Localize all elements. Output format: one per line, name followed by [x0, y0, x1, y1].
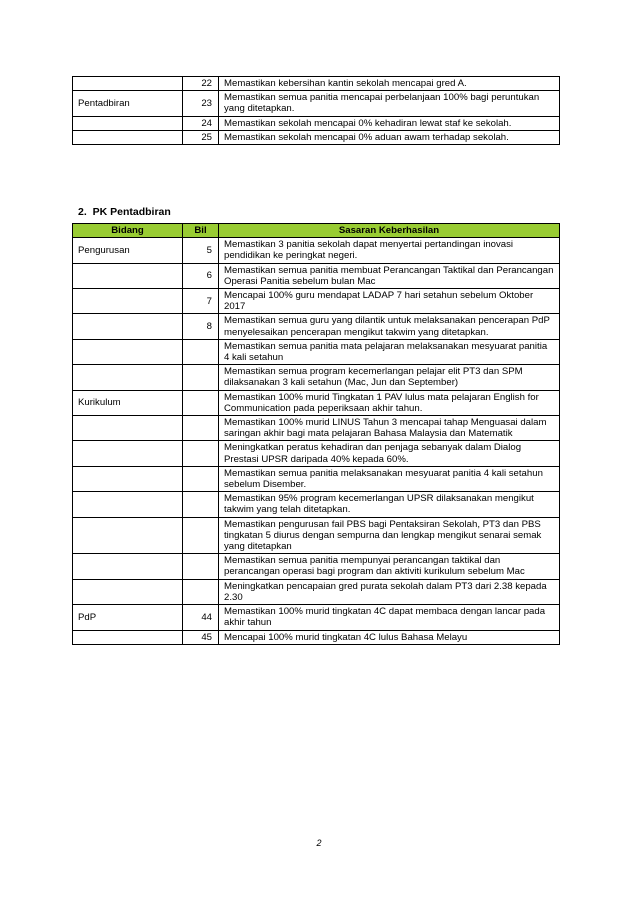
sasaran-cell: Memastikan pengurusan fail PBS bagi Pentaksiran Sekolah, PT3 dan PBS tingkatan 5 diurus dengan sempurna dan lengkap mengikut senarai semak yang ditetapkan	[219, 517, 560, 554]
bidang-cell: Pentadbiran	[73, 91, 183, 116]
bil-cell: 22	[183, 77, 219, 91]
bidang-cell	[73, 365, 183, 390]
sasaran-cell: Memastikan semua panitia melaksanakan mesyuarat panitia 4 kali setahun sebelum Disember.	[219, 466, 560, 491]
sasaran-cell: Meningkatkan pencapaian gred purata sekolah dalam PT3 dari 2.38 kepada 2.30	[219, 579, 560, 604]
bil-cell	[183, 416, 219, 441]
sasaran-cell: Mencapai 100% murid tingkatan 4C lulus Bahasa Melayu	[219, 630, 560, 644]
bil-cell	[183, 390, 219, 415]
bil-cell	[183, 339, 219, 364]
table-row	[73, 416, 560, 441]
table-row	[73, 289, 560, 314]
targets-table-continued	[72, 76, 560, 145]
bil-cell	[183, 579, 219, 604]
bil-cell: 44	[183, 605, 219, 630]
bidang-cell	[73, 339, 183, 364]
bil-cell: 24	[183, 116, 219, 130]
bil-cell	[183, 441, 219, 466]
bil-cell	[183, 554, 219, 579]
table-row	[73, 579, 560, 604]
bil-cell: 7	[183, 289, 219, 314]
table-row	[73, 390, 560, 415]
table-row	[73, 77, 560, 91]
sasaran-cell: Memastikan 100% murid Tingkatan 1 PAV lulus mata pelajaran English for Communication pada peperiksaan akhir tahun.	[219, 390, 560, 415]
table-row	[73, 492, 560, 517]
pk-pentadbiran-table	[72, 223, 560, 645]
section-number: 2.	[78, 206, 87, 218]
table-row	[73, 314, 560, 339]
section-title: PK Pentadbiran	[92, 206, 171, 218]
sasaran-cell: Memastikan kebersihan kantin sekolah mencapai gred A.	[219, 77, 560, 91]
bil-cell: 8	[183, 314, 219, 339]
sasaran-cell: Memastikan sekolah mencapai 0% kehadiran lewat staf ke sekolah.	[219, 116, 560, 130]
bil-cell: 5	[183, 238, 219, 263]
header-bidang: Bidang	[73, 224, 183, 238]
table-row	[73, 263, 560, 288]
bil-cell	[183, 492, 219, 517]
bidang-cell	[73, 263, 183, 288]
bil-cell	[183, 365, 219, 390]
sasaran-cell: Memastikan 100% murid tingkatan 4C dapat membaca dengan lancar pada akhir tahun	[219, 605, 560, 630]
bidang-cell	[73, 116, 183, 130]
bil-cell: 6	[183, 263, 219, 288]
bil-cell	[183, 466, 219, 491]
page-number: 2	[316, 838, 322, 848]
bidang-cell: Pengurusan	[73, 238, 183, 263]
sasaran-cell: Memastikan semua panitia mencapai perbelanjaan 100% bagi peruntukan yang ditetapkan.	[219, 91, 560, 116]
table-row	[73, 554, 560, 579]
sasaran-cell: Memastikan semua guru yang dilantik untuk melaksanakan pencerapan PdP menyelesaikan pencerapan mengikut takwim yang ditetapkan.	[219, 314, 560, 339]
bidang-cell	[73, 441, 183, 466]
bil-cell: 25	[183, 130, 219, 144]
sasaran-cell: Memastikan 3 panitia sekolah dapat menyertai pertandingan inovasi pendidikan ke peringkat negeri.	[219, 238, 560, 263]
bidang-cell: PdP	[73, 605, 183, 630]
bidang-cell	[73, 630, 183, 644]
bidang-cell	[73, 314, 183, 339]
sasaran-cell: Memastikan semua panitia mata pelajaran melaksanakan mesyuarat panitia 4 kali setahun	[219, 339, 560, 364]
table-row	[73, 339, 560, 364]
table-row	[73, 116, 560, 130]
table-row	[73, 605, 560, 630]
sasaran-cell: Memastikan semua panitia membuat Perancangan Taktikal dan Perancangan Operasi Panitia sebelum bulan Mac	[219, 263, 560, 288]
bidang-cell	[73, 77, 183, 91]
sasaran-cell: Memastikan sekolah mencapai 0% aduan awam terhadap sekolah.	[219, 130, 560, 144]
table-row	[73, 630, 560, 644]
bidang-cell	[73, 554, 183, 579]
bidang-cell	[73, 579, 183, 604]
bidang-cell	[73, 492, 183, 517]
table-header-row	[73, 224, 560, 238]
sasaran-cell: Memastikan 95% program kecemerlangan UPSR dilaksanakan mengikut takwim yang telah ditetapkan.	[219, 492, 560, 517]
sasaran-cell: Meningkatkan peratus kehadiran dan penjaga sebanyak dalam Dialog Prestasi UPSR daripada 40% kepada 60%.	[219, 441, 560, 466]
sasaran-cell: Memastikan semua program kecemerlangan pelajar elit PT3 dan SPM dilaksanakan 3 kali setahun (Mac, Jun dan September)	[219, 365, 560, 390]
bidang-cell	[73, 517, 183, 554]
sasaran-cell: Memastikan semua panitia mempunyai perancangan taktikal dan perancangan operasi bagi program dan aktiviti kurikulum sebelum Mac	[219, 554, 560, 579]
targets-table-continued-body	[73, 77, 560, 145]
table-row	[73, 365, 560, 390]
bidang-cell	[73, 466, 183, 491]
sasaran-cell: Mencapai 100% guru mendapat LADAP 7 hari setahun sebelum Oktober 2017	[219, 289, 560, 314]
table-row	[73, 466, 560, 491]
table-row	[73, 130, 560, 144]
bidang-cell	[73, 130, 183, 144]
bil-cell: 23	[183, 91, 219, 116]
table-row	[73, 91, 560, 116]
section-heading	[78, 206, 171, 218]
table-row	[73, 517, 560, 554]
header-bil: Bil	[183, 224, 219, 238]
pk-pentadbiran-table-body	[73, 238, 560, 645]
header-sasaran: Sasaran Keberhasilan	[219, 224, 560, 238]
bil-cell: 45	[183, 630, 219, 644]
bidang-cell	[73, 416, 183, 441]
table-row	[73, 238, 560, 263]
table-row	[73, 441, 560, 466]
bidang-cell	[73, 289, 183, 314]
bil-cell	[183, 517, 219, 554]
bidang-cell: Kurikulum	[73, 390, 183, 415]
sasaran-cell: Memastikan 100% murid LINUS Tahun 3 mencapai tahap Menguasai dalam saringan akhir bagi mata pelajaran Bahasa Malaysia dan Matematik	[219, 416, 560, 441]
